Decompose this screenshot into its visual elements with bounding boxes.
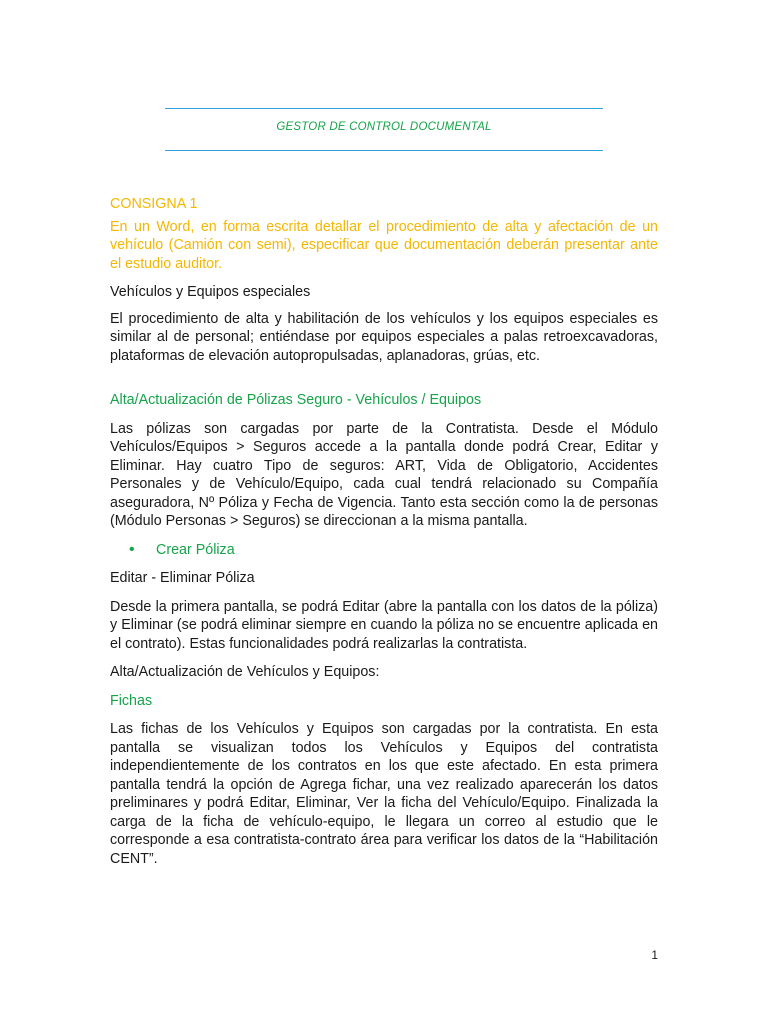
bullet-crear-poliza: Crear Póliza (156, 541, 235, 558)
alta-heading: Alta/Actualización de Vehículos y Equipos: (110, 664, 380, 680)
section-polizas-heading: Alta/Actualización de Pólizas Seguro - Vehículos / Equipos (110, 392, 482, 408)
header-top-rule (165, 108, 603, 109)
bullet-icon: • (129, 540, 135, 558)
section-vehiculos-text: El procedimiento de alta y habilitación de los vehículos y los equipos especiales es similar al de personal; entiéndase por equipos especiales a palas retroexcavadoras, plataformas de elevación autopropulsadas, aplanadoras, grúas, etc. (110, 310, 658, 364)
header-bottom-rule (165, 150, 603, 151)
consigna-heading: CONSIGNA 1 (110, 196, 198, 212)
consigna-text: En un Word, en forma escrita detallar el procedimiento de alta y afectación de un vehículo (Camión con semi), especificar que documentación deberán presentar ante el estudio auditor. (110, 218, 658, 272)
fichas-heading: Fichas (110, 692, 153, 709)
document-body (110, 195, 658, 868)
section-polizas-text: Las pólizas son cargadas por parte de la Contratista. Desde el Módulo Vehículos/Equipos > Seguros accede a la pantalla donde podrá Crear, Editar y Eliminar. Hay cuatro Tipo de seguros: ART, Vida de Obligatorio, Accidentes Personales y de Vehículo/Equipo, cada cual tendrá relacionado su Compañía aseguradora, Nº Póliza y Fecha de Vigencia. Tanto esta sección como la de personas (Módulo Personas > Seguros) se direccionan a la misma pantalla. (110, 420, 658, 529)
bullet-list-item (129, 541, 658, 560)
edit-text: Desde la primera pantalla, se podrá Editar (abre la pantalla con los datos de la póliza) y Eliminar (se podrá eliminar siempre en cuando la póliza no se encuentre aplicada en el contrato). Estas funcionalidades podrá realizarlas la contratista. (110, 598, 658, 652)
header-title: GESTOR DE CONTROL DOCUMENTAL (276, 121, 492, 133)
page-number: 1 (651, 948, 658, 962)
section-vehiculos-heading: Vehículos y Equipos especiales (110, 284, 311, 300)
edit-heading: Editar - Eliminar Póliza (110, 570, 255, 586)
fichas-text: Las fichas de los Vehículos y Equipos son cargadas por la contratista. En esta pantalla se visualizan todos los Vehículos y Equipos del contratista independientemente de los contratos en los que este afectado. En esta primera pantalla tendrá la opción de Agrega fichar, una vez realizado aparecerán los datos preliminares y podrá Editar, Eliminar, Ver la ficha del Vehículo/Equipo. Finalizada la carga de la ficha de vehículo-equipo, le llegara un correo al estudio que le corresponde a esa contratista-contrato área para verificar los datos de la “Habilitación CENT”. (110, 721, 658, 867)
